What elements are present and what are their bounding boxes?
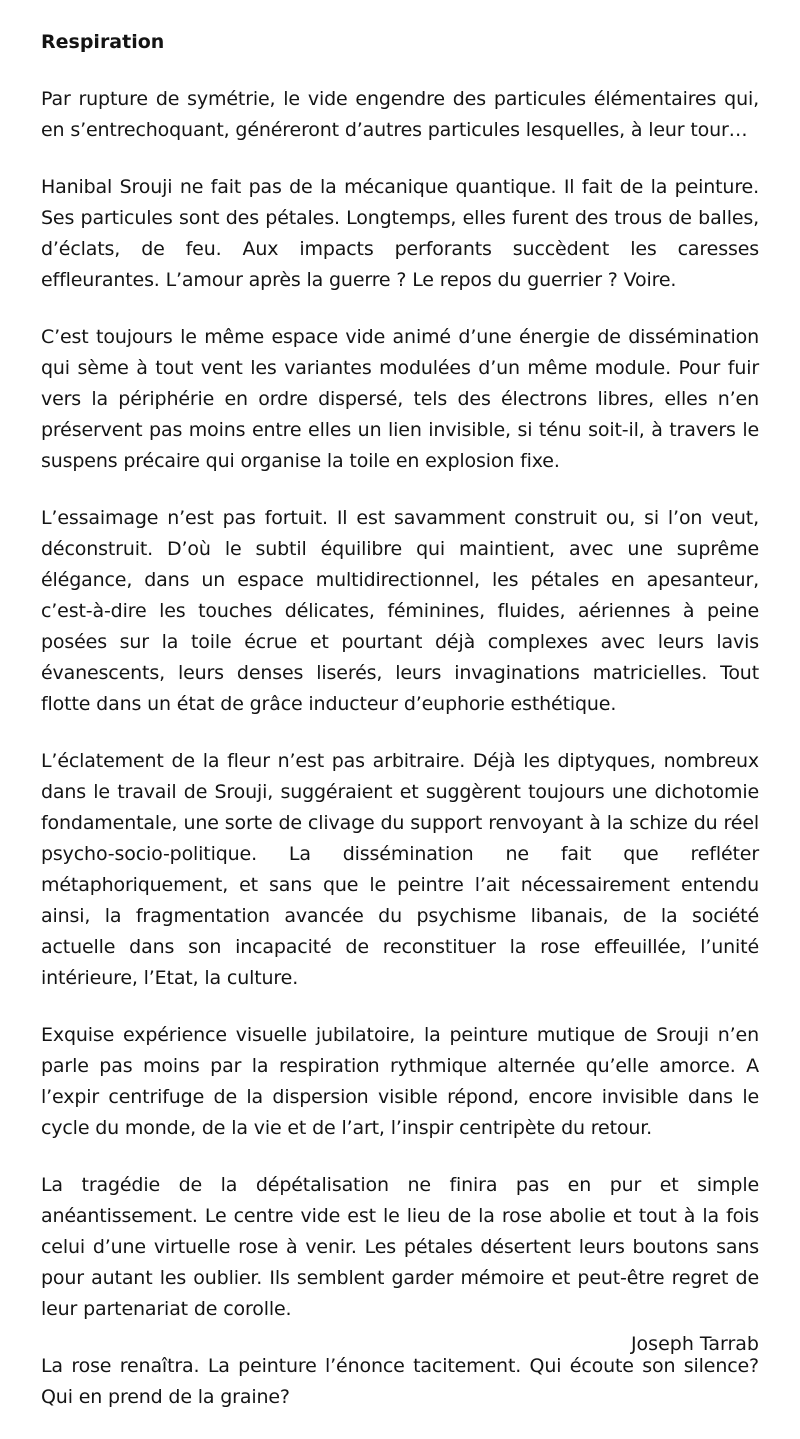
paragraph-2: Hanibal Srouji ne fait pas de la mécanique quantique. Il fait de la peinture. Ses particules sont des pétales. Longtemps, elles furent des trous de balles, d’éclats, de feu. Aux impacts perforants succèdent les caresses effleurantes. L’amour après la guerre ? Le repos du guerrier ? Voire. [41, 176, 759, 291]
paragraph-8: La rose renaîtra. La peinture l’énonce tacitement. Qui écoute son silence? Qui en prend de la graine? [41, 1355, 759, 1408]
paragraph-6: Exquise expérience visuelle jubilatoire, la peinture mutique de Srouji n’en parle pas moins par la respiration rythmique alternée qu’elle amorce. A l’expir centrifuge de la dispersion visible répond, encore invisible dans le cycle du monde, de la vie et de l’art, l’inspir centripète du retour. [41, 1024, 759, 1139]
paragraph-4: L’essaimage n’est pas fortuit. Il est savamment construit ou, si l’on veut, déconstruit. D’où le subtil équilibre qui maintient, avec une suprême élégance, dans un espace multidirectionnel, les pétales en apesanteur, c’est-à-dire les touches délicates, féminines, fluides, aériennes à peine posées sur la toile écrue et pourtant déjà complexes avec leurs lavis évanescents, leurs denses liserés, leurs invaginations matricielles. Tout flotte dans un état de grâce inducteur d’euphorie esthétique. [41, 507, 759, 715]
document-body [41, 26, 759, 1439]
author-signature: Joseph Tarrab [630, 1333, 759, 1355]
paragraph-3: C’est toujours le même espace vide animé d’une énergie de dissémination qui sème à tout vent les variantes modulées d’un même module. Pour fuir vers la périphérie en ordre dispersé, tels des électrons libres, elles n’en préservent pas moins entre elles un lien invisible, si ténu soit-il, à travers le suspens précaire qui organise la toile en explosion fixe. [41, 326, 759, 472]
page-title: Respiration [41, 31, 165, 53]
paragraph-1: Par rupture de symétrie, le vide engendre des particules élémentaires qui, en s’entrechoquant, généreront d’autres particules lesquelles, à leur tour… [41, 88, 759, 141]
paragraph-5: L’éclatement de la fleur n’est pas arbitraire. Déjà les diptyques, nombreux dans le travail de Srouji, suggéraient et suggèrent toujours une dichotomie fondamentale, une sorte de clivage du support renvoyant à la schize du réel psycho-socio-politique. La dissémination ne fait que refléter métaphoriquement, et sans que le peintre l’ait nécessairement entendu ainsi, la fragmentation avancée du psychisme libanais, de la société actuelle dans son incapacité de reconstituer la rose effeuillée, l’unité intérieure, l’Etat, la culture. [41, 750, 759, 989]
paragraph-7: La tragédie de la dépétalisation ne finira pas en pur et simple anéantissement. Le centre vide est le lieu de la rose abolie et tout à la fois celui d’une virtuelle rose à venir. Les pétales désertent leurs boutons sans pour autant les oublier. Ils semblent garder mémoire et peut-être regret de leur partenariat de corolle. [41, 1174, 759, 1320]
